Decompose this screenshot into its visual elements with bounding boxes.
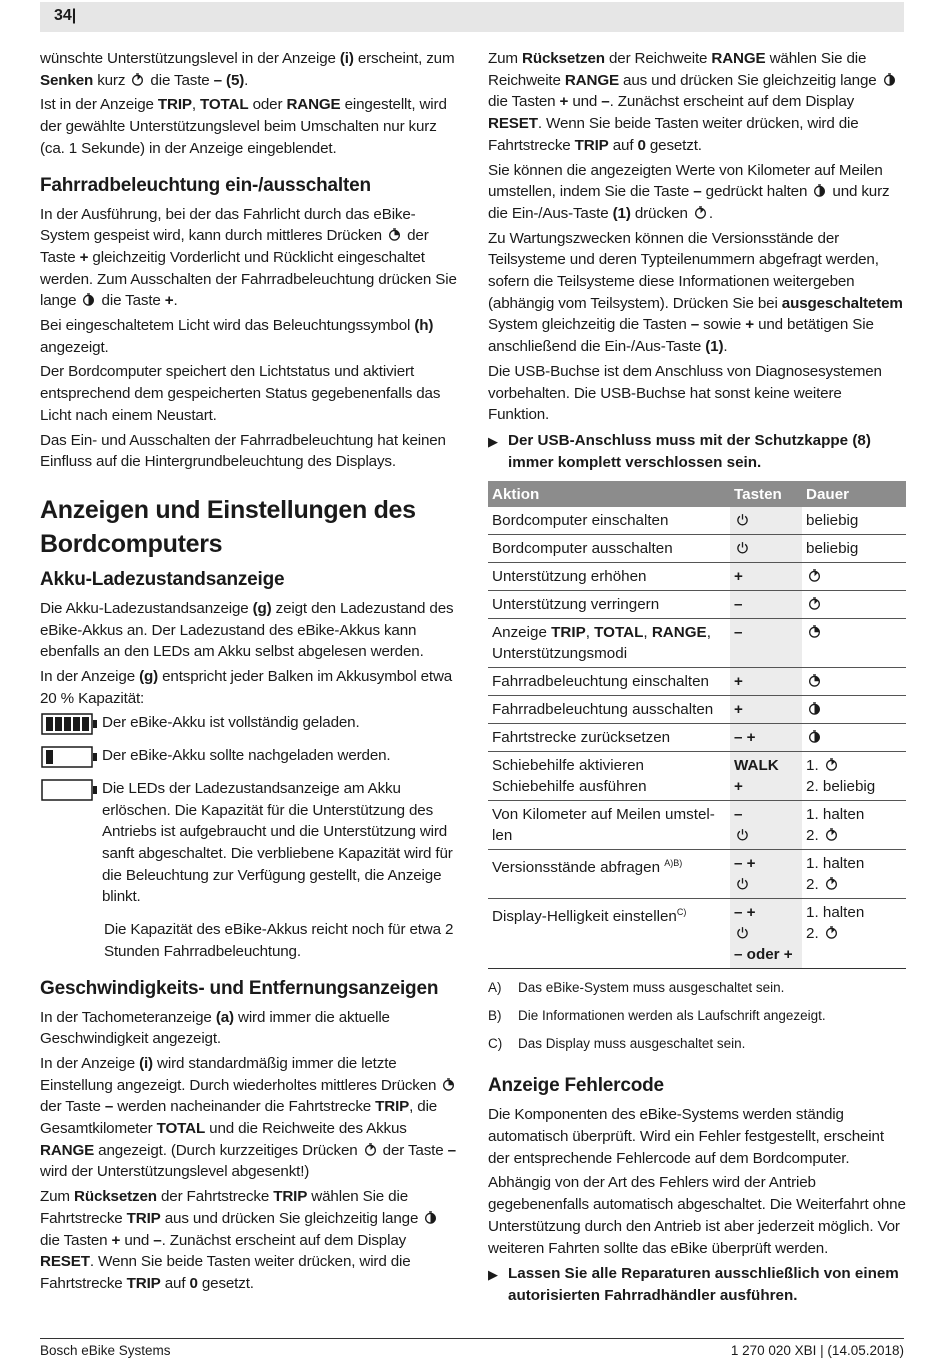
timer-long-icon (813, 184, 826, 197)
paragraph-versions: Zu Wartungszwecken können die Versionsstände der Teilsysteme und deren Typteilenummern abgefragt werden, sofern die Teilsysteme diese Informationen weitergeben (abhängig vom Teilsystem). Drücken Sie bei ausgeschaltetem System gleichzeitig die Tasten – sowie + und betätigen Sie anschließend die Ein-/Aus-Taste (1). (488, 229, 903, 356)
paragraph-lower-support: wünschte Unterstützungslevel in der Anzeige (i) erscheint, zum Senken kurz die Taste – (5). (40, 50, 455, 89)
table-row: Bordcomputer ausschalten beliebig (488, 535, 906, 563)
paragraph-speed-2: In der Anzeige (i) wird standardmäßig immer die letzte Einstellung angezeigt. Durch wiederholtes mittleres Drücken der Taste – werden nacheinander die Fahrtstrecke TRIP, die Gesamtkilometer TOTAL und die Reichweite des Akkus RANGE angezeigt. (Durch kurzzeitiges Drücken der Taste – wird der Unterstützungslevel abgesenkt!) (40, 1054, 456, 1181)
table-row: Bordcomputer einschalten beliebig (488, 507, 906, 535)
timer-medium-icon (808, 625, 821, 638)
battery-full-icon (40, 712, 102, 736)
timer-short-icon (694, 206, 707, 219)
footnote: A) Das eBike-System muss ausgeschaltet sein. (488, 980, 785, 996)
table-row: Fahrradbeleuchtung einschalten + (488, 668, 906, 696)
paragraph-lighting-1: In der Ausführung, bei der das Fahrlicht durch das eBike-System gespeist wird, kann durch mittleres Drücken der Taste + gleichzeitig Vorderlicht und Rücklicht eingeschaltet werden. Zum Ausschalten der Fahrradbeleuchtung drücken Sie lange die Taste +. (40, 205, 457, 310)
timer-short-icon (808, 597, 821, 610)
heading-speed: Geschwindigkeits- und Entfernungsanzeigen (40, 977, 439, 999)
paragraph-error-2: Abhängig von der Art des Fehlers wird der Antrieb gegebenenfalls automatisch abgeschaltet. Die Weiterfahrt ohne Unterstützung durch den Antrieb ist aber jederzeit möglich. Vor weiteren Fahrten sollte das eBike überprüft werden. (488, 1174, 906, 1257)
footnote: B) Die Informationen werden als Laufschrift angezeigt. (488, 1008, 826, 1024)
table-header-row (488, 481, 906, 507)
table-row: Fahrradbeleuchtung ausschalten + (488, 696, 906, 724)
timer-short-icon (825, 828, 838, 841)
footer-divider (40, 1338, 904, 1339)
battery-low-icon (40, 745, 102, 769)
page-header-bar (40, 2, 904, 32)
paragraph-lighting-4: Das Ein- und Ausschalten der Fahrradbeleuchtung hat keinen Einfluss auf die Hintergrundbeleuchtung des Displays. (40, 431, 446, 471)
footer-doc-number: 1 270 020 XBI | (14.05.2018) (730, 1343, 904, 1358)
warning-usb: ▶ Der USB-Anschluss muss mit der Schutzkappe (8) immer komplett verschlossen sein. (488, 430, 906, 473)
col-header-duration: Dauer (802, 481, 906, 507)
power-icon (736, 541, 749, 554)
table-row: Versionsstände abfragen $^{A)B)}$ – + 1. halten 2. (488, 850, 906, 899)
paragraph-display-mode: Ist in der Anzeige TRIP, TOTAL oder RANGE eingestellt, wird der gewählte Unterstützungslevel beim Umschalten nur kurz (ca. 1 Sekunde) in der Anzeige eingeblendet. (40, 96, 447, 157)
battery-empty-icon (40, 778, 102, 802)
battery-full-row (40, 712, 460, 737)
battery-low-text: Der eBike-Akku sollte nachgeladen werden. (102, 747, 391, 765)
paragraph-error-1: Die Komponenten des eBike-Systems werden ständig automatisch überprüft. Wird ein Fehler festgestellt, erscheint der entsprechende Fehlercode auf dem Bordcomputer. (488, 1106, 884, 1167)
table-row: Display-Helligkeit einstellen$^{C)}$ – + – oder + 1. halten 2. (488, 899, 906, 969)
footnotes (488, 979, 906, 1053)
battery-empty-text: Die LEDs der Ladezustandsanzeige am Akku erlöschen. Die Kapazität für die Unterstützung des Antriebs ist aufgebraucht und die Unterstützung wird sanft abgeschaltet. Die verbliebene Kapazität wird für die Beleuchtung zur Verfügung gestellt, die Anzeige blinkt. (102, 779, 453, 906)
paragraph-battery-1: Die Akku-Ladezustandsanzeige (g) zeigt den Ladezustand des eBike-Akkus an. Der Ladezustand des eBike-Akkus kann ebenfalls an den LEDs am Akku selbst abgelesen werden. (40, 599, 454, 661)
timer-medium-icon (442, 1078, 455, 1091)
paragraph-usb: Die USB-Buchse ist dem Anschluss von Diagnosesystemen vorbehalten. Die USB-Buchse hat sonst keine weitere Funktion. (488, 362, 882, 424)
footer-brand: Bosch eBike Systems (40, 1343, 171, 1358)
footnote: C) Das Display muss ausgeschaltet sein. (488, 1036, 746, 1052)
paragraph-speed-1: In der Tachometeranzeige (a) wird immer die aktuelle Geschwindigkeit angezeigt. (40, 1008, 390, 1048)
battery-note: Die Kapazität des eBike-Akkus reicht noch für etwa 2 Stunden Fahrradbeleuchtung. (104, 921, 454, 960)
table-row: Unterstützung verringern – (488, 591, 906, 619)
col-header-action: Aktion (488, 481, 730, 507)
paragraph-lighting-2: Bei eingeschaltetem Licht wird das Beleuchtungssymbol (h) angezeigt. (40, 317, 434, 356)
right-column (488, 48, 906, 1311)
timer-long-icon (808, 730, 821, 743)
timer-short-icon (825, 877, 838, 890)
heading-error-code: Anzeige Fehlercode (488, 1075, 664, 1097)
timer-long-icon (808, 702, 821, 715)
col-header-keys: Tasten (730, 481, 802, 507)
table-row: Von Kilometer auf Meilen umstel- len – 1. halten 2. (488, 801, 906, 850)
paragraph-km-miles: Sie können die angezeigten Werte von Kilometer auf Meilen umstellen, indem Sie die Taste – gedrückt halten und kurz die Ein-/Aus-Taste (1) drücken . (488, 161, 890, 222)
paragraph-speed-3: Zum Rücksetzen der Fahrtstrecke TRIP wählen Sie die Fahrtstrecke TRIP aus und drücken Sie gleichzeitig lange die Tasten + und –. Zunächst erscheint auf dem Display RESET. Wenn Sie beide Tasten weiter drücken, wird die Fahrtstrecke TRIP auf 0 gesetzt. (40, 1186, 460, 1295)
section-title: Anzeigen und Einstellungen des Bordcomputers (40, 495, 416, 558)
heading-battery: Akku-Ladezustandsanzeige (40, 568, 285, 590)
battery-empty-row (40, 778, 460, 911)
triangle-right-icon: ▶ (488, 1267, 498, 1283)
triangle-right-icon: ▶ (488, 433, 498, 449)
table-row: Anzeige TRIP, TOTAL, RANGE, Unterstützungsmodi – (488, 619, 906, 668)
heading-lighting: Fahrradbeleuchtung ein-/ausschalten (40, 174, 371, 196)
paragraph-lighting-3: Der Bordcomputer speichert den Lichtstatus und aktiviert entsprechend dem gespeicherten Status gegebenenfalls das Licht nach einem Neustart. (40, 363, 441, 424)
power-icon (736, 877, 749, 890)
power-icon (736, 828, 749, 841)
paragraph-reset-range: Zum Rücksetzen der Reichweite RANGE wählen Sie die Reichweite RANGE aus und drücken Sie gleichzeitig lange die Tasten + und –. Zunächst erscheint auf dem Display RESET. Wenn Sie beide Tasten weiter drücken, wird die Fahrtstrecke TRIP auf 0 gesetzt. (488, 48, 906, 157)
timer-short-icon (131, 73, 144, 86)
table-row: Unterstützung erhöhen + (488, 563, 906, 591)
power-icon (736, 513, 749, 526)
timer-short-icon (825, 758, 838, 771)
warning-repair: ▶ Lassen Sie alle Reparaturen ausschließlich von einem autorisierten Fahrradhändler ausführen. (488, 1263, 906, 1306)
table-row: Fahrtstrecke zurücksetzen – + (488, 724, 906, 752)
power-icon (736, 926, 749, 939)
battery-low-row (40, 745, 460, 770)
battery-full-text: Der eBike-Akku ist vollständig geladen. (102, 714, 360, 732)
timer-medium-icon (808, 674, 821, 687)
timer-long-icon (82, 293, 95, 306)
timer-long-icon (424, 1211, 437, 1224)
timer-short-icon (808, 569, 821, 582)
timer-medium-icon (388, 228, 401, 241)
table-row: Schiebehilfe aktivieren Schiebehilfe ausführen WALK + 1. 2. beliebig (488, 752, 906, 801)
key-function-table (488, 481, 906, 969)
timer-short-icon (364, 1143, 377, 1156)
page-number: 34| (54, 7, 77, 24)
left-column (40, 48, 460, 1298)
timer-short-icon (825, 926, 838, 939)
paragraph-battery-2: In der Anzeige (g) entspricht jeder Balken im Akkusymbol etwa 20 % Kapazität: (40, 668, 453, 707)
timer-long-icon (883, 73, 896, 86)
